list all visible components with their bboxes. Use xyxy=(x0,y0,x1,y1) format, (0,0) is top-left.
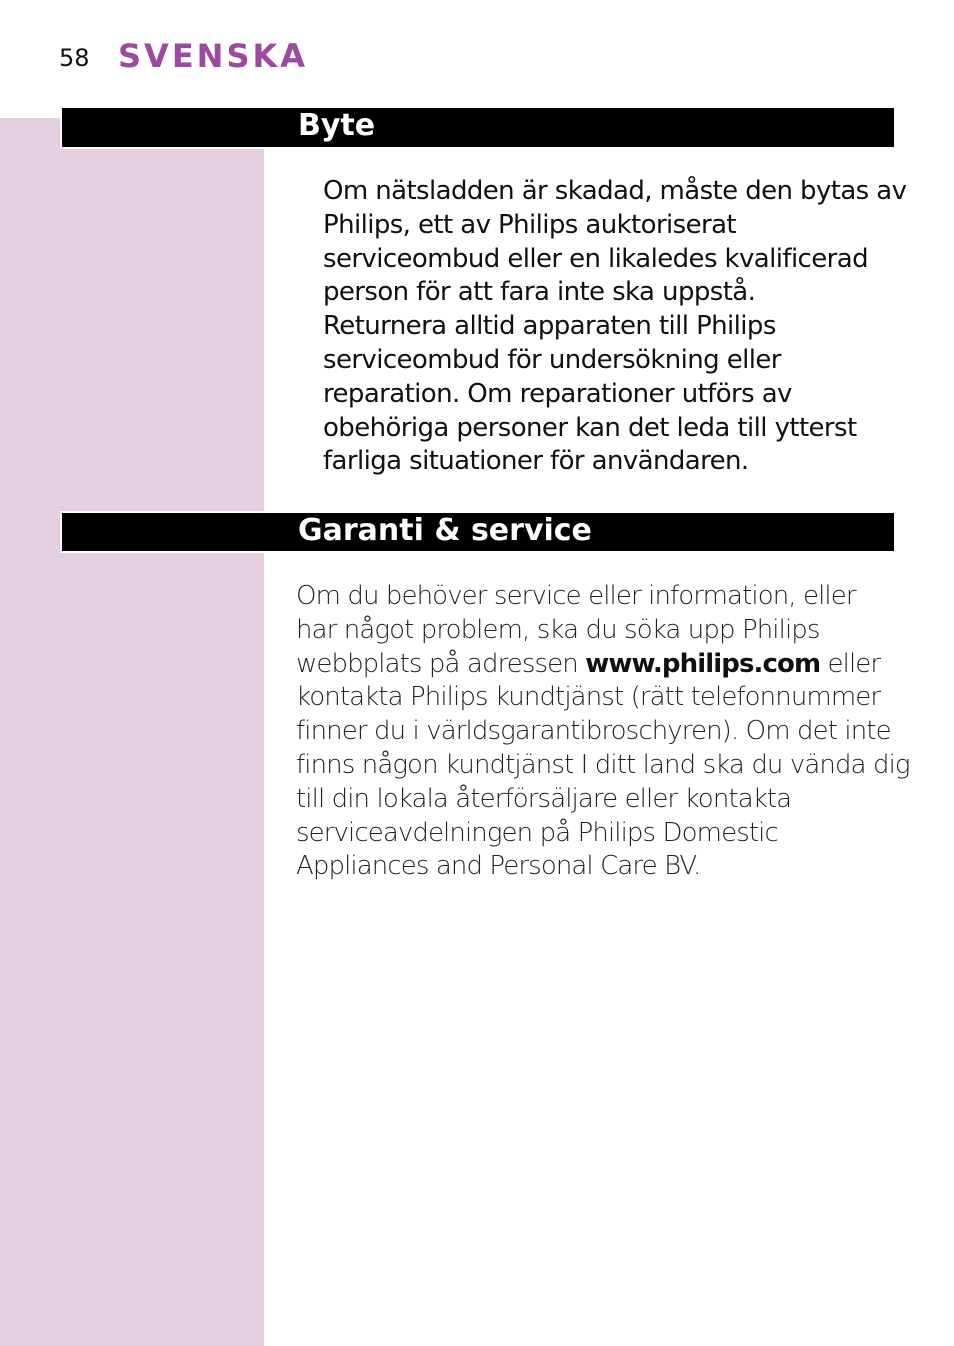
paragraph-line: obehöriga personer kan det leda till ytterst xyxy=(323,412,857,443)
paragraph-line: Om du behöver service eller information, eller xyxy=(296,581,856,611)
section-heading-byte: Byte xyxy=(298,108,376,143)
paragraph-line: Om nätsladden är skadad, måste den bytas av xyxy=(323,176,907,206)
section-heading-garanti: Garanti & service xyxy=(298,513,592,548)
paragraph-line: serviceombud eller en likaledes kvalificerad xyxy=(323,243,868,274)
paragraph-line: till din lokala återförsäljare eller kontakta xyxy=(296,783,792,814)
paragraph-line: Returnera alltid apparaten till Philips xyxy=(323,311,776,342)
paragraph-line: har något problem, ska du söka upp Philips xyxy=(296,614,820,645)
paragraph-line: finner du i världsgarantibroschyren). Om det inte xyxy=(296,716,891,747)
paragraph-line: kontakta Philips kundtjänst (rätt telefonnummer xyxy=(296,682,881,713)
sidebar-band xyxy=(0,118,264,1346)
page-number: 58 xyxy=(59,44,90,72)
paragraph-text: webbplats på adressen xyxy=(296,648,586,679)
paragraph-line: serviceavdelningen på Philips Domestic xyxy=(296,817,778,848)
paragraph-line: reparation. Om reparationer utförs av xyxy=(323,378,792,409)
paragraph-line: finns någon kundtjänst I ditt land ska du vända dig xyxy=(296,749,910,780)
garanti-paragraph xyxy=(296,580,910,884)
section-bar-byte xyxy=(60,106,896,149)
paragraph-line: Appliances and Personal Care BV. xyxy=(296,851,701,882)
paragraph-line xyxy=(296,648,910,682)
paragraph-line: Philips, ett av Philips auktoriserat xyxy=(323,209,737,240)
paragraph-text: eller xyxy=(820,648,881,679)
paragraph-line: person för att fara inte ska uppstå. xyxy=(323,277,756,308)
language-title: SVENSKA xyxy=(118,37,309,75)
philips-website-link[interactable]: www.philips.com xyxy=(585,648,821,679)
paragraph-line: farliga situationer för användaren. xyxy=(323,446,749,477)
section-bar-garanti xyxy=(60,511,896,553)
byte-paragraph xyxy=(323,175,906,479)
paragraph-line: serviceombud för undersökning eller xyxy=(323,344,781,375)
